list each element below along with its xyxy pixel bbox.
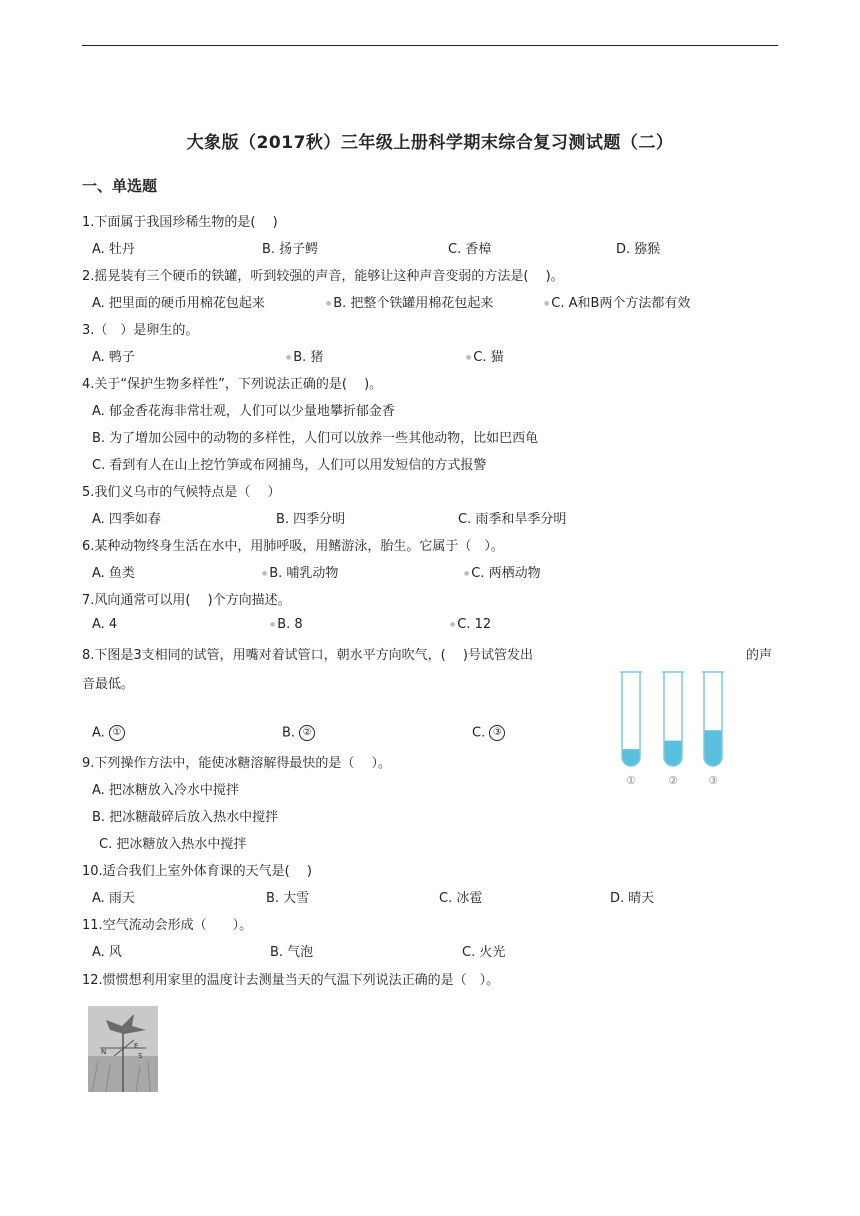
tube-label-2: ② (668, 774, 678, 787)
q10-option-a[interactable]: A. 雨天 (92, 891, 135, 906)
q3-option-c-text: C. 猫 (473, 350, 504, 365)
q10-option-c[interactable]: C. 冰雹 (439, 891, 483, 906)
page-title: 大象版（2017秋）三年级上册科学期末综合复习测试题（二） (186, 133, 674, 153)
q11-option-b[interactable]: B. 气泡 (270, 945, 314, 960)
q4-option-a[interactable]: A. 郁金香花海非常壮观，人们可以少量地攀折郁金香 (92, 404, 395, 419)
q2-option-b[interactable] (326, 292, 493, 311)
marker-dot: ● (270, 621, 276, 628)
marker-dot: ● (464, 570, 470, 577)
q1-option-b[interactable]: B. 扬子鳄 (262, 242, 319, 257)
question-3: 3.（ ）是卵生的。 (82, 323, 199, 338)
question-1: 1.下面属于我国珍稀生物的是( ) (82, 215, 278, 230)
question-6: 6.某种动物终身生活在水中，用肺呼吸，用鳍游泳，胎生。它属于（ ）。 (82, 539, 504, 554)
tube-label-1: ① (626, 774, 636, 787)
q8-option-b-letter: B. (282, 725, 296, 741)
question-2: 2.摇晃装有三个硬币的铁罐，听到较强的声音，能够让这种声音变弱的方法是( )。 (82, 269, 564, 284)
q2-option-c[interactable] (544, 292, 690, 311)
q10-option-d[interactable]: D. 晴天 (610, 891, 655, 906)
q7-option-c[interactable] (450, 617, 491, 632)
q3-option-b-text: B. 猪 (293, 350, 324, 365)
marker-dot: ● (450, 621, 456, 628)
question-12: 12.惯惯想利用家里的温度计去测量当天的气温下列说法正确的是（ ）。 (82, 973, 500, 988)
question-7: 7.风向通常可以用( )个方向描述。 (82, 593, 291, 608)
q10-option-b[interactable]: B. 大雪 (266, 891, 310, 906)
header-rule (82, 45, 778, 46)
q1-option-c[interactable]: C. 香樟 (448, 242, 492, 257)
marker-dot: ● (466, 354, 472, 361)
q8-option-b[interactable] (282, 725, 315, 741)
marker-dot: ● (544, 300, 550, 307)
q8-option-b-number: ② (299, 725, 315, 741)
marker-dot: ● (262, 570, 268, 577)
tube-water-3 (704, 730, 722, 766)
q9-option-b[interactable]: B. 把冰糖敲碎后放入热水中搅拌 (92, 810, 279, 825)
q2-option-c-text: C. A和B两个方法都有效 (551, 296, 691, 311)
q8-option-a[interactable] (92, 725, 125, 741)
question-9: 9.下列操作方法中，能使冰糖溶解得最快的是（ ）。 (82, 756, 392, 771)
question-8-line2: 音最低。 (82, 677, 135, 692)
vane-letter-e: E (134, 1042, 139, 1050)
vane-letter-s: S (138, 1052, 143, 1060)
q6-option-b[interactable] (262, 562, 338, 581)
q5-option-b[interactable]: B. 四季分明 (276, 512, 346, 527)
section-heading: 一、单选题 (82, 177, 158, 195)
question-8: 8.下图是3支相同的试管，用嘴对着试管口，朝水平方向吹气，( )号试管发出 (82, 648, 533, 663)
q7-option-b-text: B. 8 (277, 617, 303, 632)
q4-option-b[interactable]: B. 为了增加公园中的动物的多样性，人们可以放养一些其他动物，比如巴西龟 (92, 431, 539, 446)
marker-dot: ● (286, 354, 292, 361)
q8-option-a-letter: A. (92, 725, 105, 741)
q6-option-c[interactable] (464, 562, 541, 581)
test-tubes-figure (616, 668, 736, 792)
q4-option-c[interactable]: C. 看到有人在山上挖竹笋或布网捕鸟，人们可以用发短信的方式报警 (92, 458, 487, 473)
q3-option-b[interactable] (286, 346, 323, 365)
q5-option-a[interactable]: A. 四季如春 (92, 512, 161, 527)
q1-option-a[interactable]: A. 牡丹 (92, 242, 135, 257)
vane-letter-n: N (101, 1048, 107, 1056)
q7-option-b[interactable] (270, 617, 303, 632)
question-4: 4.关于“保护生物多样性”，下列说法正确的是( )。 (82, 377, 383, 392)
q11-option-c[interactable]: C. 火光 (462, 945, 506, 960)
tube-water-2 (664, 741, 682, 766)
q6-option-c-text: C. 两栖动物 (471, 566, 541, 581)
q8-option-c[interactable] (472, 725, 505, 741)
q1-option-d[interactable]: D. 猕猴 (616, 242, 661, 257)
q9-option-c[interactable]: C. 把冰糖放入热水中搅拌 (99, 837, 247, 852)
q6-option-b-text: B. 哺乳动物 (269, 566, 339, 581)
q2-option-a[interactable]: A. 把里面的硬币用棉花包起来 (92, 296, 265, 311)
q7-option-a[interactable]: A. 4 (92, 617, 118, 632)
tube-label-3: ③ (708, 774, 718, 787)
q2-option-b-text: B. 把整个铁罐用棉花包起来 (333, 296, 494, 311)
q8-option-c-letter: C. (472, 725, 486, 741)
q3-option-a[interactable]: A. 鸭子 (92, 350, 135, 365)
question-5: 5.我们义乌市的气候特点是（ ） (82, 485, 281, 500)
q8-option-c-number: ③ (489, 725, 505, 741)
q6-option-a[interactable]: A. 鱼类 (92, 566, 135, 581)
q5-option-c[interactable]: C. 雨季和旱季分明 (458, 512, 567, 527)
question-11: 11.空气流动会形成（ ）。 (82, 918, 253, 933)
weather-vane-image (88, 1006, 158, 1092)
marker-dot: ● (326, 300, 332, 307)
q7-option-c-text: C. 12 (457, 617, 492, 632)
question-10: 10.适合我们上室外体育课的天气是( ) (82, 864, 312, 879)
q8-option-a-number: ① (109, 725, 125, 741)
q3-option-c[interactable] (466, 346, 504, 365)
q11-option-a[interactable]: A. 风 (92, 945, 122, 960)
question-8-tail: 的声 (746, 648, 773, 663)
q9-option-a[interactable]: A. 把冰糖放入冷水中搅拌 (92, 783, 239, 798)
